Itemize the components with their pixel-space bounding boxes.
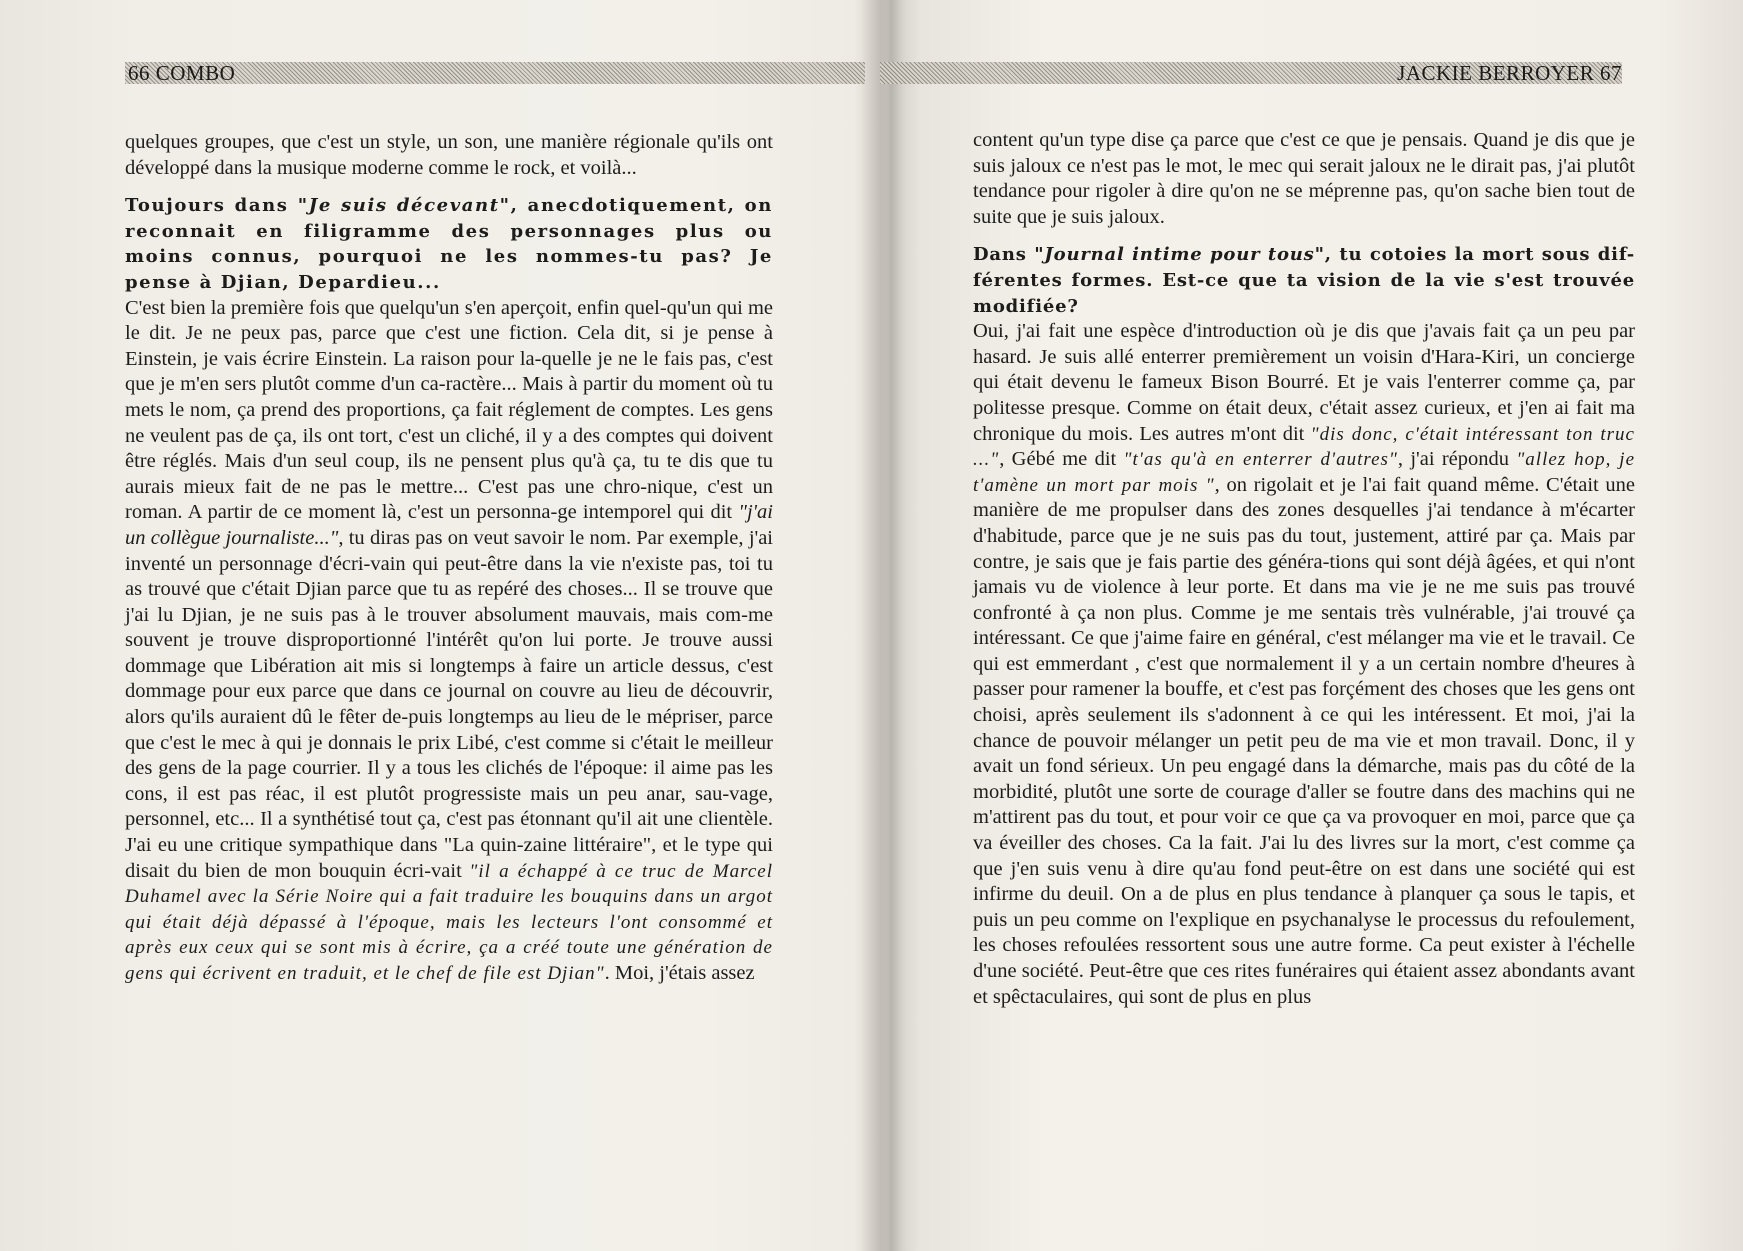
left-page-text	[125, 130, 773, 987]
quote: "il a échappé à ce truc de Marcel Duhamel avec la Série Noire qui a fait traduire les bouquins dans un argot qui était déjà dépassé à l'époque, mais les lecteurs l'ont consommé et après eux ceux qui se sont mis à écrire, ça a créé toute une génération de gens qui écrivent en traduit, et le chef de file est Djian"	[125, 860, 774, 984]
book-title: "Journal intime pour tous"	[1034, 244, 1325, 266]
running-head-left: 66 COMBO	[128, 61, 236, 85]
quote: "dis donc, c'était intéressant ton truc ..."	[973, 423, 1635, 471]
interview-answer	[973, 319, 1635, 1010]
interview-question	[973, 242, 1635, 319]
paragraph: content qu'un type dise ça parce que c'est ce que je pensais. Quand je dis que je suis jaloux ce n'est pas le mot, le mec qui serait jaloux ne le dirait pas, j'ai plutôt tendance pour rigoler à dire qu'on ne se méprenne pas, qu'on sache bien tout de suite que je suis jaloux.	[973, 129, 1635, 228]
running-head-right: JACKIE BERROYER 67	[1397, 61, 1622, 85]
question-text: , tu cotoies la mort sous dif-férentes formes. Est-ce que ta vision de la vie s'est trouvée modifiée?	[973, 244, 1635, 317]
gutter-shadow	[860, 0, 920, 1251]
question-text: Toujours dans	[125, 195, 298, 217]
interview-answer	[125, 296, 773, 987]
quote: "j'ai un collègue journaliste..."	[125, 501, 773, 549]
paragraph: quelques groupes, que c'est un style, un son, une manière régionale qu'ils ont développé dans la musique moderne comme le rock, et voilà...	[125, 131, 773, 179]
quote: "allez hop, je t'amène un mort par mois "	[973, 449, 1636, 496]
right-page-text	[973, 128, 1635, 1010]
answer-text: Oui, j'ai fait une espèce d'introduction où je dis que j'avais fait ça un peu par hasard. Je suis allé enterrer premièrement un voisin d'Hara-Kiri, un concierge qui était devenu le fameux Bison Bourré. Et je vais l'enterrer comme ça, par politesse presque. Comme on était deux, c'était assez curieux, et j'en ai fait ma chronique du mois. Les autres m'ont dit	[973, 320, 1635, 445]
question-text: Dans	[973, 244, 1035, 266]
answer-text: C'est bien la première fois que quelqu'un s'en aperçoit, enfin quel-qu'un qui me le dit. Je ne peux pas, parce que c'est une fiction. Cela dit, si je pense à Einstein, je vais écrire Einstein. La raison pour la-quelle je ne le fais pas, c'est que je m'en sers plutôt comme d'un ca-ractère... Mais à partir du moment où tu mets le nom, ça prend des proportions, ça fait réglement de comptes. Les gens ne veulent pas de ça, ils ont tort, c'est un cliché, il y a des comptes qui doivent être réglés. Mais d'un seul coup, ils ne pensent plus qu'à ça, tu te dis que tu aurais mieux fait de ne pas le mettre... C'est pas une chro-nique, c'est un roman. A partir de ce moment là, c'est un personna-ge intemporel qui dit	[125, 296, 773, 524]
running-head-band-left	[125, 62, 865, 84]
interview-question	[125, 193, 773, 295]
book-title: "Je suis décevant"	[297, 195, 511, 217]
answer-text: , Gébé me dit	[999, 448, 1124, 471]
answer-text: . Moi, j'étais assez	[604, 962, 755, 984]
answer-text: , j'ai répondu	[1397, 448, 1517, 471]
answer-text: , tu diras pas on veut savoir le nom. Par exemple, j'ai inventé un personnage d'écri-vain qui peut-être dans la vie n'existe pas, toi tu as trouvé que c'était Djian parce que tu as repéré des choses... Il se trouve que j'ai lu Djian, je ne suis pas à le trouver absolument mauvais, mais com-me souvent je trouve disproportionné l'intérêt qu'on lui porte. Je trouve aussi dommage que Libération ait mis si longtemps à faire un article dessus, c'est dommage pour eux parce que dans ce journal on couvre au lieu de découvrir, alors qu'ils auraient dû le fêter de-puis longtemps au lieu de le mépriser, parce que c'est le mec à qui je donnais le prix Libé, c'est comme si c'était le meilleur des gens de la page courrier. Il y a tous les clichés de l'époque: il aime pas les cons, il est pas réac, il est plutôt progressiste mais un peu anar, sau-vage, personnel, etc... Il a synthétisé tout ça, c'est pas étonnant qu'il ait une clientèle. J'ai eu une critique sympathique dans "La quin-zaine littéraire", et le type qui disait du bien de mon bouquin écri-vait	[125, 526, 773, 882]
question-text: , anecdotiquement, on reconnait en filigramme des personnages plus ou moins connus, pourquoi ne les nommes-tu pas? Je pense à Djian, Depardieu...	[125, 195, 773, 293]
quote: "t'as qu'à en enterrer d'autres"	[1123, 449, 1398, 471]
answer-text: , on rigolait et je l'ai fait quand même. C'était une manière de me propulser dans des zones desquelles j'ai tendance à m'écarter d'habitude, parce que je ne suis pas du tout, justement, attiré par ça. Mais par contre, je sais que je fais partie des généra-tions qui sont déjà âgées, et qui n'ont jamais vu de violence à leur porte. Et dans ma vie je ne me suis pas trouvé confronté à ça non plus. Comme je me sentais très vulnérable, j'ai trouvé ça intéressant. Ce que j'aime faire en général, c'est mélanger ma vie et le travail. Ce qui est emmerdant , c'est que normalement il y a un certain nombre d'heures à passer pour ramener la bouffe, et c'est pas forçément des choses que les gens ont choisi, après seulement ils s'adonnent à ce qui les intéressent. Et moi, j'ai la chance de pouvoir mélanger un petit peu de ma vie et mon travail. Donc, il y avait un fond sérieux. Un peu engagé dans la démarche, mais pas du côté de la morbidité, plutôt une sorte de courage d'aller se foutre dans des machins qui ne m'attirent pas du tout, et pour voir ce que ça va provoquer en moi, parce que ça va éveiller des choses. Ca la fait. J'ai lu des livres sur la mort, c'est comme ça que j'en suis venu à dire qu'au fond peut-être on est dans une société qui est infirme du deuil. On a de plus en plus tendance à planquer ça sous le tapis, et puis un peu comme on l'explique en psychanalyse le processus du refoulement, les choses refoulées ressortent sous une autre forme. Ca peut exister à l'échelle d'une société. Peut-être que ces rites funéraires qui étaient assez abondants avant et spêctaculaires, qui sont de plus en plus	[973, 473, 1635, 1008]
